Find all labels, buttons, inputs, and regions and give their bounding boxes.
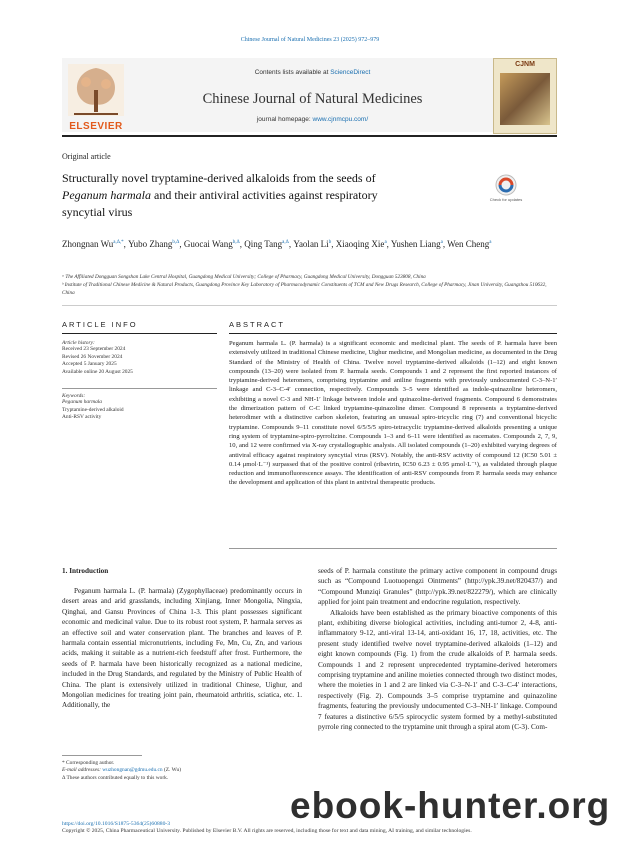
article-info-heading: ARTICLE INFO [62, 320, 138, 329]
history-accepted: Accepted 5 January 2025 [62, 361, 117, 367]
contents-line: Contents lists available at ScienceDirect [254, 69, 371, 76]
author-affiliation-mark[interactable]: a [384, 240, 387, 245]
affiliations [62, 273, 557, 297]
history-label: Article history: [62, 340, 95, 346]
history-revised: Revised 26 November 2024 [62, 353, 123, 360]
keyword-item: Anti-RSV activity [62, 414, 102, 420]
doi-link[interactable]: https://doi.org/10.1016/S1875-5364(25)60880-3 [62, 821, 171, 827]
abstract-heading: ABSTRACT [229, 320, 286, 329]
homepage-line: journal homepage: www.cjnmcpu.com/ [256, 116, 369, 123]
author-name[interactable]: Yubo Zhang [128, 239, 173, 249]
footnotes [62, 760, 302, 782]
author-name[interactable]: Guocai Wang [183, 239, 233, 249]
intro-left-column: Peganum harmala L. (P. harmala) (Zygophyllaceae) predominantly occurs in desert areas and arid grasslands, including Xinjiang, Inner Mongolia, Ningxia, Qinghai, and Gansu Provinces of China 1-3. This plant possesses significant economic and medicinal value. Due to its robust root system, P. harmala serves as an effective soil and water conservation plant. The branches and leaves of P. harmala contain essential micronutrients, including Fe, Mn, Cu, Zn, and various acids, making it suitable as a nutrient-rich feedstuff after frost. Furthermore, the seeds of P. harmala have been historically recognized as a national medicine, included in the Drug Standards, and regulated by the Ministry of Public Health of China. The plant is extensively utilized in traditional Chinese, Uighur, and Mongolian medicines for treating joint pain, rheumatoid arthritis, sciatica, etc. 1. Additionally, the [62, 587, 302, 710]
author-affiliation-mark[interactable]: a,Δ,* [113, 240, 124, 245]
abstract-bottom-rule [229, 548, 557, 549]
affiliation-a: ᵃ The Affiliated Dongguan Songshan Lake Central Hospital, Guangdong Medical University; College of Pharmacy, Guangdong Medical University, Dongguan 523808, China [62, 274, 426, 280]
author-affiliation-mark[interactable]: a [440, 240, 443, 245]
keyword-item: Tryptamine-derived alkaloid [62, 406, 124, 413]
article-history [62, 340, 217, 376]
keywords-divider [62, 388, 217, 389]
copyright-line: Copyright © 2025, China Pharmaceutical University. Published by Elsevier B.V. All rights are reserved, including those for text and data mining, AI training, and similar technologies. [62, 828, 472, 834]
header-divider [62, 135, 557, 137]
author-name[interactable]: Yaolan Li [293, 239, 329, 249]
journal-citation-line[interactable]: Chinese Journal of Natural Medicines 23 (2025) 972–979 [240, 37, 380, 43]
email-link[interactable]: wuzhongnan@gdmu.edu.cn [102, 767, 163, 774]
article-type: Original article [62, 152, 111, 161]
author-name[interactable]: Yushen Liang [390, 239, 441, 249]
affiliation-divider [62, 305, 557, 306]
history-received: Received 23 September 2024 [62, 346, 126, 352]
homepage-link[interactable]: www.cjnmcpu.com/ [312, 116, 369, 123]
author-affiliation-mark[interactable]: b,Δ [232, 240, 240, 245]
footnote-rule [62, 755, 142, 756]
author-name[interactable]: Xiaoqing Xie [335, 239, 385, 249]
author-name[interactable]: Zhongnan Wu [62, 239, 114, 249]
journal-cover-image[interactable] [493, 58, 557, 134]
elsevier-tree-logo-icon [64, 60, 128, 130]
author-list: Zhongnan $Wu^{a,\Delta,*}$, Yubo Zhang$^{b,\Delta}$, Guocai Wang$^{b,\Delta}$, Qing Tang$^{a,\Delta}$, Yaolan Li$^b$, Xiaoqing Xie$^a$, Yushen Liang$^a$, Wen Cheng$^a$ [62, 239, 492, 249]
journal-title: Chinese Journal of Natural Medicines [202, 91, 423, 107]
author-name[interactable]: Qing Tang [244, 239, 283, 249]
author-affiliation-mark[interactable]: a,Δ [282, 240, 289, 245]
introduction-heading: 1. Introduction [62, 567, 109, 575]
article-info-rule [62, 333, 217, 334]
cover-artwork [500, 73, 550, 125]
intro-paragraph: Alkaloids have been established as the primary bioactive components of this plant, exhibiting diverse biological activities, including anti-tumor 2, 4-8, anti-inflammatory 9-12, anti-viral 13-14, anti-oxidant 16, 17, 18, activities, etc. The present study identified twelve novel tryptamine-derived alkaloids (1–12) and eight known compounds (Fig. 1) from the crude alkaloids of P. harmala seeds. Compounds 1 and 2 represent unprecedented tryptamine-derived heteromers comprising tryptamine and aniline moieties connected through two distinct modes, where the moieties in 1 and 2 are linked via C-3–N-1′ and C-3–C-4′ interactions, respectively (Fig. 2). Compounds 3–5 comprise tryptamine and quinazoline fragments, featuring the previously undocumented C-3–NH-1′ linkage. Compound 7 features a distinctive 6/5/5 spirocyclic system formed by a methyl-substituted pyrrole ring connected to the tryptamine unit through a spiral atom (C-3). Com- [318, 608, 557, 732]
publisher-logo-text: ELSEVIER [69, 121, 123, 132]
author-name[interactable]: Wen Cheng [447, 239, 490, 249]
keywords-label: Keywords: [62, 393, 86, 399]
affiliation-b: ᵇ Institute of Traditional Chinese Medicine & Natural Products, Guangdong Province Key Laboratory of Pharmacodynamic Constituents of TCM and New Drugs Research, College of Pharmacy, Jinan University, Guangzhou 510632, China [62, 282, 547, 296]
watermark-text: ebook-hunter.org [290, 785, 611, 826]
author-affiliation-mark[interactable]: a [489, 240, 492, 245]
author-affiliation-mark[interactable]: b,Δ [172, 240, 180, 245]
intro-right-column [318, 566, 557, 733]
keywords [62, 393, 217, 422]
abstract-text: Peganum harmala L. (P. harmala) is a significant economic and medicinal plant. The seeds of P. harmala have been extensively utilized in traditional Chinese medicine, Uighur medicine, and Mongolian medicine, as documented in the Drug Standard of the Ministry of Health of China. Twelve novel tryptamine-derived alkaloids (1–12) and eight known compounds (13–20) were isolated from P. harmala seeds. Compounds 1 and 2 represent the first reported instances of tryptamine-derived heteromers, comprising tryptamine and aniline fragments with previously undocumented C-3–N-1′ linkage and C-3–C-4′ connection, respectively. Compounds 3–5 were identified as indole-quinazoline heteromers, exhibiting a novel C-3 and NH-1′ linkage between indole and quinazoline-derived fragments. Compound 6 demonstrates the dimerization pattern of C-C linked tryptamine-quinazoline dimer. Compound 8 represents a tryptamine-derived heterodimer with a distinctive carbon skeleton, featuring an unusual spiro-tricyclic ring (7) and conventional bicyclic tryptamine. Compounds 9–11 constitute novel 6/5/5/5 spiro-tetracyclic tryptamine-derived alkaloids presenting a unique ring system of tryptamine-spiro-pyrrolizine. Compounds 1–3 and 6–11 were identified as racemates. Compounds 2, 7, 9, 10, and 12 were confirmed via X-ray crystallographic analysis. All isolated compounds (1–20) exhibited varying degrees of antiviral efficacy against respiratory syncytial virus (RSV). Notably, the anti-RSV activity of compound 12 (IC50 5.01 ± 0.14 μmol·L⁻¹) surpassed that of the positive control (ribavirin, IC50 6.23 ± 0.95 μmol·L⁻¹), as validated through plaque reduction and immunofluorescence assays. The identification of anti-RSV compounds from P. harmala seeds may enhance the development and application of this plant in antiviral therapeutic products. [229, 340, 557, 487]
intro-paragraph: seeds of P. harmala constitute the primary active component in compound drugs such as “Compound Luotuopengzi Ointments” (http://ypk.39.net/820437/) and “Compound Munziqi Granules” (http://ypk.39.net/822279/), which are clinically applied for joint pain treatment and endocrine regulation, respectively. [318, 567, 557, 607]
corresponding-note: * Corresponding author. [62, 760, 115, 766]
equal-contribution-note: Δ These authors contributed equally to this work. [62, 774, 169, 781]
abstract-rule [229, 333, 557, 334]
keyword-item: Peganum harmala [62, 399, 102, 405]
email-note: E-mail addresses: wuzhongnan@gdmu.edu.cn (Z. Wu) [62, 767, 182, 774]
article-title: Structurally novel tryptamine-derived alkaloids from the seeds of Peganum harmala and their antiviral activities against respiratory syncytial virus [62, 171, 378, 219]
author-affiliation-mark[interactable]: b [328, 240, 332, 245]
sciencedirect-link[interactable]: ScienceDirect [330, 69, 371, 76]
history-online: Available online 20 August 2025 [62, 368, 133, 375]
cover-title: CJNM [515, 61, 535, 68]
check-for-updates-label[interactable]: Check for updates [489, 197, 523, 202]
